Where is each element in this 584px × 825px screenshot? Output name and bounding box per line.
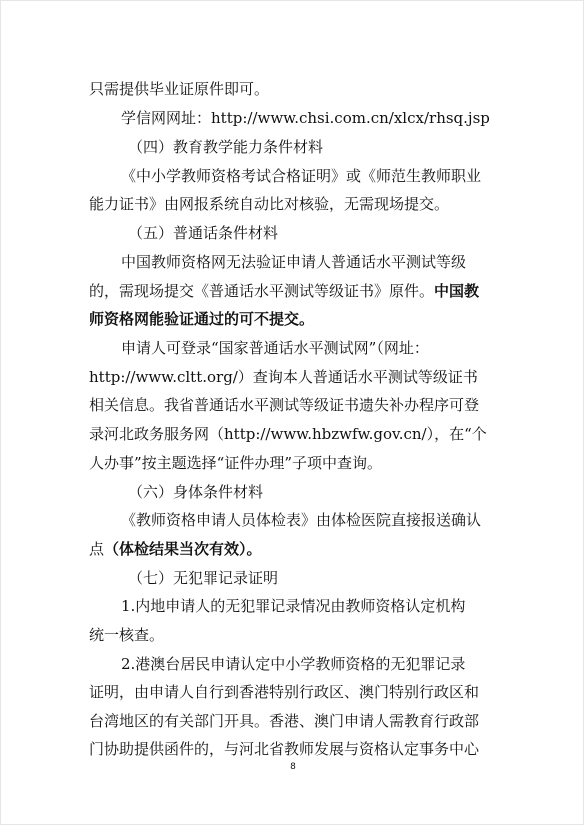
- text-line: 相关信息。我省普通话水平测试等级证书遗失补办程序可登: [89, 396, 480, 414]
- text-line: 门协助提供函件的，与河北省教师发展与资格认定事务中心: [89, 740, 480, 758]
- text-line: 点（体检结果当次有效）。: [89, 540, 262, 558]
- text-line: 证明，由申请人自行到香港特别行政区、澳门特别行政区和: [89, 683, 480, 701]
- text-line: 录河北政务服务网（http://www.hbzwfw.gov.cn/），在“个: [89, 425, 487, 443]
- text-line: 中国教师资格网无法验证申请人普通话水平测试等级: [121, 253, 467, 271]
- section-heading: （五）普通话条件材料: [128, 224, 279, 242]
- text-line: http://www.cltt.org/）查询本人普通话水平测试等级证书: [89, 368, 478, 386]
- text-line: 能力证书》由网报系统自动比对核验，无需现场提交。: [89, 195, 450, 213]
- text-line: 的，需现场提交《普通话水平测试等级证书》原件。中国教: [89, 282, 480, 300]
- url-line: 学信网网址：http://www.chsi.com.cn/xlcx/rhsq.jsp: [121, 109, 490, 127]
- text-line: 1.内地申请人的无犯罪记录情况由教师资格认定机构: [121, 597, 466, 615]
- text-line: 申请人可登录“国家普通话水平测试网”（网址：: [121, 339, 429, 357]
- bold-text: （体检结果当次有效）。: [104, 540, 262, 558]
- text-line: 只需提供毕业证原件即可。: [89, 80, 270, 98]
- text-line: 2.港澳台居民申请认定中小学教师资格的无犯罪记录: [121, 655, 466, 673]
- text-line: 人办事”按主题选择“证件办理”子项中查询。: [89, 454, 383, 472]
- section-heading: （四）教育教学能力条件材料: [128, 138, 324, 156]
- text-line: 《中小学教师资格考试合格证明》或《师范生教师职业: [121, 167, 482, 185]
- section-heading: （六）身体条件材料: [128, 483, 264, 501]
- bold-text: 中国教: [434, 282, 480, 300]
- text-line: 统一核查。: [89, 626, 165, 644]
- text-line: 《教师资格申请人员体检表》由体检医院直接报送确认: [121, 511, 482, 529]
- page-number: 8: [290, 762, 296, 772]
- bold-text-line: 师资格网能验证通过的可不提交。: [89, 310, 315, 328]
- section-heading: （七）无犯罪记录证明: [128, 569, 279, 587]
- text-line: 台湾地区的有关部门开具。香港、澳门申请人需教育行政部: [89, 712, 480, 730]
